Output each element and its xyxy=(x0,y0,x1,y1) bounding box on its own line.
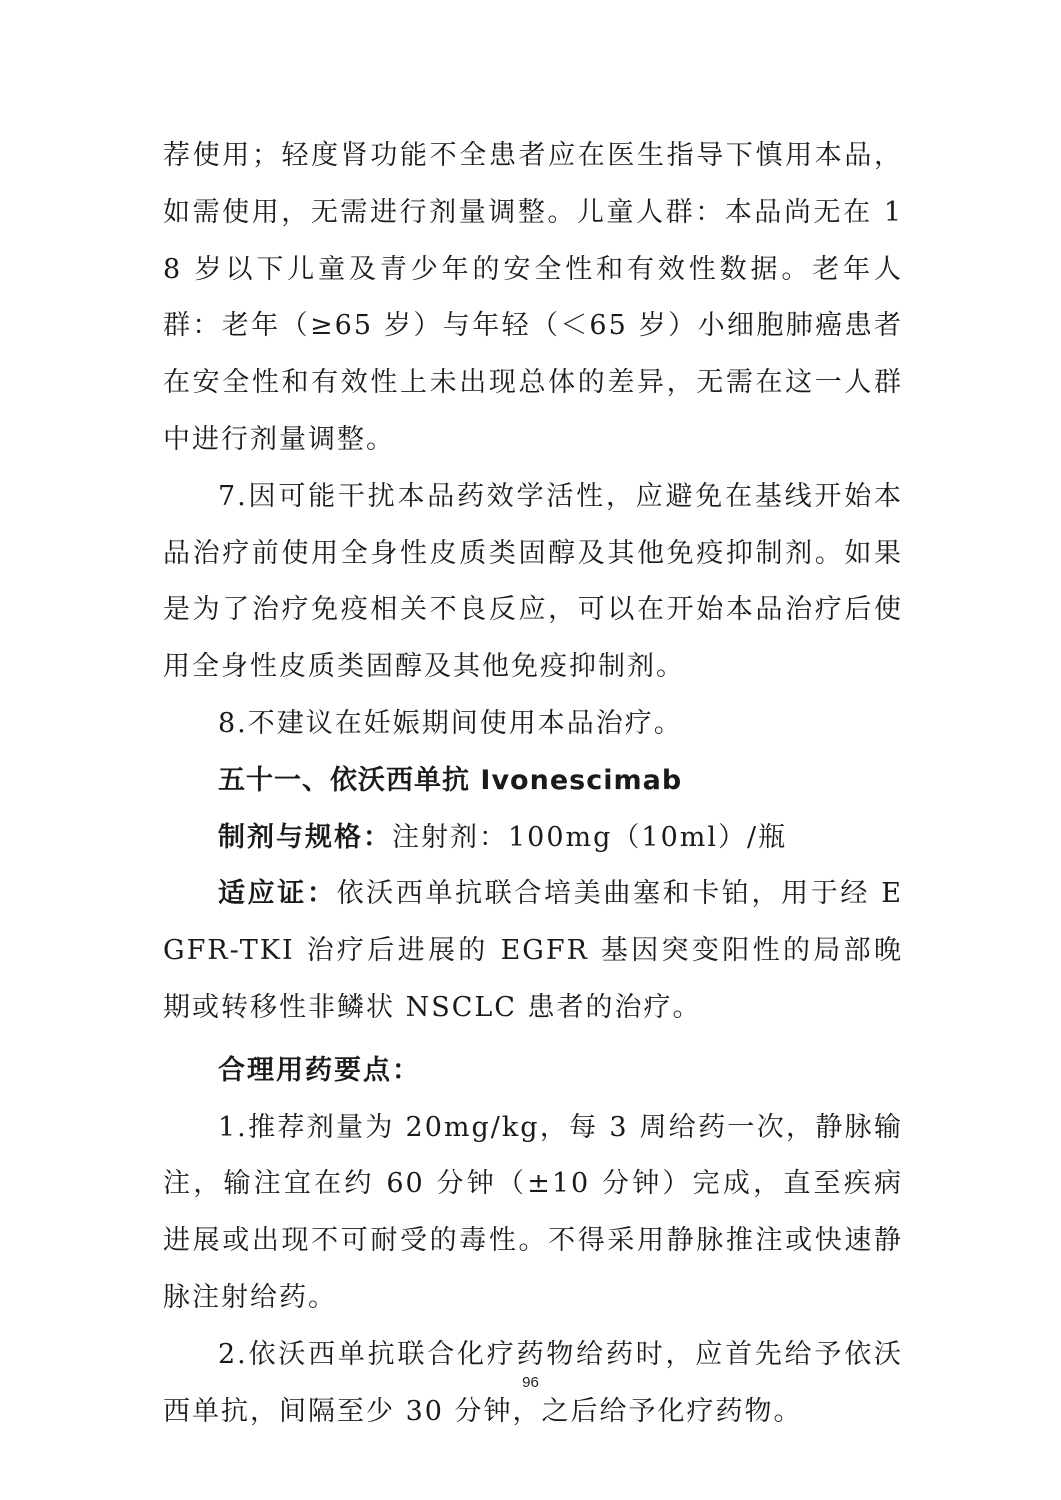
paragraph-renal-pediatric-elderly: 荐使用；轻度肾功能不全患者应在医生指导下慎用本品，如需使用，无需进行剂量调整。儿童人群：本品尚无在 18 岁以下儿童及青少年的安全性和有效性数据。老年人群：老年（≥65 岁）与年轻（＜65 岁）小细胞肺癌患者在安全性和有效性上未出现总体的差异，无需在这一人群中进行剂量调整。 xyxy=(163,140,903,455)
drug-section-heading: 五十一、依沃西单抗 Ivonescimab xyxy=(218,764,683,796)
indication-paragraph xyxy=(163,866,903,1036)
indication-label: 适应证： xyxy=(218,878,337,910)
key-points-heading: 合理用药要点： xyxy=(218,1054,421,1086)
key-point-2: 2.依沃西单抗联合化疗药物给药时，应首先给予依沃西单抗，间隔至少 30 分钟，之后给予化疗药物。 xyxy=(163,1338,903,1427)
key-point-1: 1.推荐剂量为 20mg/kg，每 3 周给药一次，静脉输注，输注宜在约 60 分钟（±10 分钟）完成，直至疾病进展或出现不可耐受的毒性。不得采用静脉推注或快速静脉注射给药。 xyxy=(163,1111,903,1313)
formulation-line xyxy=(163,810,903,867)
indication-value: 依沃西单抗联合培美曲塞和卡铂，用于经 EGFR-TKI 治疗后进展的 EGFR 基因突变阳性的局部晚期或转移性非鳞状 NSCLC 患者的治疗。 xyxy=(163,878,903,1023)
formulation-value: 注射剂：100mg（10ml）/瓶 xyxy=(392,821,788,853)
page-number: 96 xyxy=(522,1374,539,1391)
paragraph-point-7: 7.因可能干扰本品药效学活性，应避免在基线开始本品治疗前使用全身性皮质类固醇及其他免疫抑制剂。如果是为了治疗免疫相关不良反应，可以在开始本品治疗后使用全身性皮质类固醇及其他免疫抑制剂。 xyxy=(163,480,903,683)
formulation-label: 制剂与规格： xyxy=(218,821,392,853)
paragraph-point-8: 8.不建议在妊娠期间使用本品治疗。 xyxy=(218,707,683,739)
document-body xyxy=(163,128,903,1440)
